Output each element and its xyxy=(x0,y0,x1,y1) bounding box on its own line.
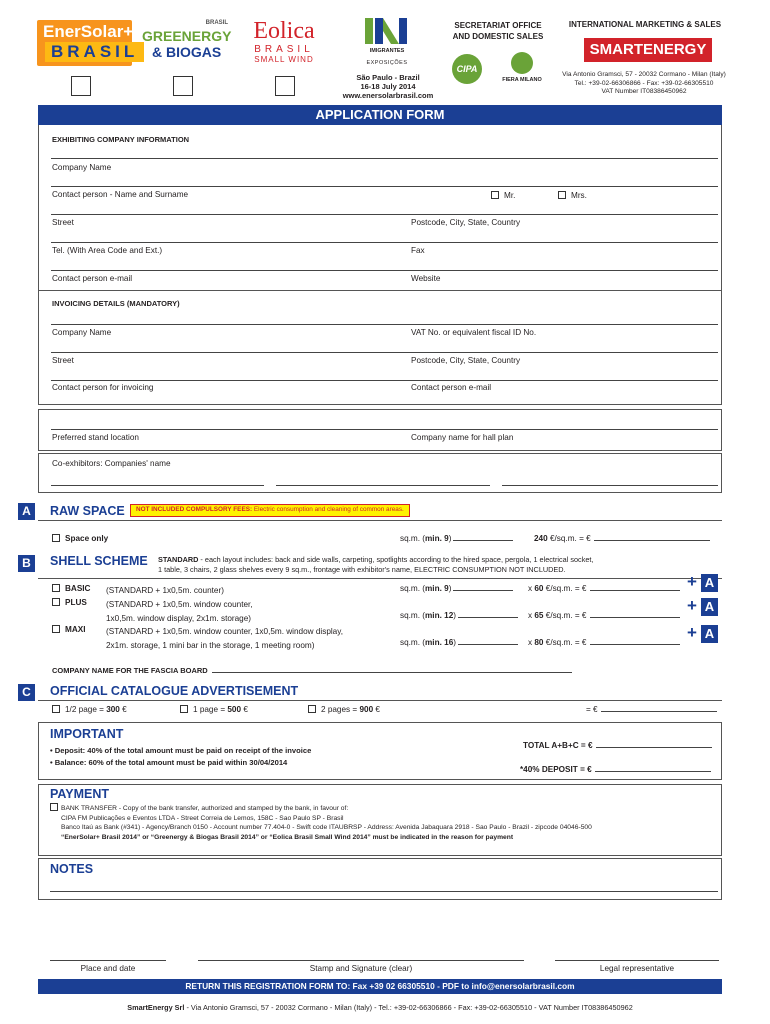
fees-notice-bold: NOT INCLUDED COMPULSORY FEES: xyxy=(136,506,253,513)
two-pages-currency: € xyxy=(373,705,380,714)
total-abc xyxy=(523,741,712,750)
enersolar-logo-line1: EnerSolar+ xyxy=(43,22,134,41)
hall-plan-label: Company name for hall plan xyxy=(411,433,514,442)
shell-sqm-min: min. 12 xyxy=(425,611,454,620)
exhibiting-company-name-field[interactable] xyxy=(51,158,718,159)
shell-option-price xyxy=(528,584,680,593)
raw-sqm-suffix: ) xyxy=(448,534,452,543)
shell-sqm-prefix: sq.m. ( xyxy=(400,611,426,620)
footer-company-text: - Via Antonio Gramsci, 57 - 20032 Cormano - Milan (Italy) - Tel.: +39-02-66306866 - Fax: +39-02-66305510 - VAT Number IT08386450962 xyxy=(184,1003,633,1012)
exhibiting-company-name-label: Company Name xyxy=(52,163,112,172)
intl-vat: VAT Number IT08386450962 xyxy=(601,88,687,95)
invoicing-company-field[interactable] xyxy=(51,324,718,325)
imigrantes-logo-line1: IMIGRANTES xyxy=(369,48,405,54)
shell-title: SHELL SCHEME xyxy=(50,554,148,568)
payment-line2: CIPA FM Publicações e Eventos LTDA - Street Correia de Lemos, 158C - Sao Paulo SP - Brasil xyxy=(61,814,344,822)
preferred-stand-field[interactable] xyxy=(51,429,718,430)
mr-option[interactable] xyxy=(491,191,515,200)
website-label: Website xyxy=(411,274,441,283)
shell-sqm-min: min. 9 xyxy=(425,584,449,593)
catalogue-title: OFFICIAL CATALOGUE ADVERTISEMENT xyxy=(50,684,299,698)
stamp-signature-line[interactable] xyxy=(198,960,524,961)
eolica-logo-line1: Eolica xyxy=(253,18,315,44)
shell-price-unit: €/sq.m. = € xyxy=(543,584,587,593)
shell-price-unit: €/sq.m. = € xyxy=(543,611,587,620)
shell-price-prefix: x xyxy=(528,611,535,620)
shell-sqm-min: min. 16 xyxy=(425,638,454,647)
important-title: IMPORTANT xyxy=(50,727,124,741)
shell-standard-text: - each layout includes: back and side walls, carpeting, spotlights according to the hired space, pergola, 1 electrical socket, xyxy=(198,555,594,564)
shell-option-price xyxy=(528,638,680,647)
invoicing-contact-field[interactable] xyxy=(51,380,718,381)
catalogue-equals: = € xyxy=(586,705,598,714)
greenergy-logo-line1: GREENERGY xyxy=(142,28,232,44)
shell-price-prefix: x xyxy=(528,584,535,593)
shell-price-value: 80 xyxy=(534,638,544,647)
mr-checkbox[interactable] xyxy=(491,191,499,199)
deposit-total xyxy=(520,765,711,774)
shell-option-desc xyxy=(106,584,224,598)
two-pages-price: 900 xyxy=(359,705,374,714)
greenergy-select-checkbox[interactable] xyxy=(173,76,193,96)
invoicing-street-field[interactable] xyxy=(51,352,718,353)
raw-total-input[interactable] xyxy=(594,540,710,541)
bank-transfer-checkbox[interactable] xyxy=(50,803,58,811)
fascia-label: COMPANY NAME FOR THE FASCIA BOARD xyxy=(52,666,208,675)
catalogue-total xyxy=(586,705,717,714)
exhibiting-postcode-label: Postcode, City, State, Country xyxy=(411,218,521,227)
shell-sqm-input[interactable] xyxy=(453,590,513,591)
notes-field[interactable] xyxy=(50,891,718,892)
shell-option-desc1: (STANDARD + 1x0,5m. counter) xyxy=(106,586,224,595)
exhibiting-section xyxy=(38,125,722,405)
contact-person-label: Contact person - Name and Surname xyxy=(52,190,189,199)
payment-line1: BANK TRANSFER - Copy of the bank transfer, authorized and stamped by the bank, in favour of: xyxy=(61,805,349,812)
secretariat-line2: AND DOMESTIC SALES xyxy=(452,32,544,41)
shell-standard-desc xyxy=(158,555,718,575)
place-date-line[interactable] xyxy=(50,960,166,961)
shell-option-desc2: 1x0,5m. window display, 2x1m. storage) xyxy=(106,613,252,623)
enersolar-logo-line2: BRASIL xyxy=(45,42,144,62)
return-banner-text: RETURN THIS REGISTRATION FORM TO: Fax +39 02 66305510 - PDF to info@enersolarbrasil.com xyxy=(185,981,575,991)
tel-field[interactable] xyxy=(51,242,718,243)
plus-a-letter: A xyxy=(701,574,718,592)
shell-sqm-input[interactable] xyxy=(458,617,518,618)
half-page-price: 300 xyxy=(106,705,120,714)
notes-title: NOTES xyxy=(50,862,94,876)
two-pages-option[interactable] xyxy=(308,705,380,714)
shell-option-sqm xyxy=(400,611,518,620)
shell-sqm-suffix: ) xyxy=(453,638,456,647)
tel-label: Tel. (With Area Code and Ext.) xyxy=(52,246,163,255)
invoicing-postcode-label: Postcode, City, State, Country xyxy=(411,356,521,365)
shell-option-desc xyxy=(106,598,253,625)
shell-option-sqm xyxy=(400,584,513,593)
greenergy-logo-tag: BRASIL xyxy=(205,20,228,26)
event-dates: 16-18 July 2014 xyxy=(360,82,416,91)
mrs-option[interactable] xyxy=(558,191,587,200)
exhibiting-street-field[interactable] xyxy=(51,214,718,215)
one-page-label: 1 page = xyxy=(193,705,228,714)
shell-sqm-prefix: sq.m. ( xyxy=(400,638,426,647)
shell-standard-bold: STANDARD xyxy=(158,555,199,564)
payment-line3: Banco Itaú as Bank (#341) - Agency/Branch 0150 - Account number 77.404-0 - Swift code ITAUBRSP - Address: Avenida Jabaquara 2918 - Sao Paulo - Brazil - zipcode 04046-500 xyxy=(61,824,592,832)
preferred-stand-label: Preferred stand location xyxy=(52,433,139,442)
event-city: São Paulo - Brazil xyxy=(356,73,420,82)
enersolar-logo xyxy=(37,20,139,66)
eolica-logo xyxy=(240,18,328,68)
space-only-label: Space only xyxy=(65,534,109,543)
secretariat-info xyxy=(438,20,558,42)
shell-option-desc1: (STANDARD + 1x0,5m. window counter, 1x0,5m. window display, xyxy=(106,627,343,636)
application-form-title xyxy=(38,105,722,125)
stamp-signature-label: Stamp and Signature (clear) xyxy=(309,964,413,973)
shell-sqm-input[interactable] xyxy=(458,644,518,645)
mrs-label: Mrs. xyxy=(571,191,587,200)
payment-title: PAYMENT xyxy=(50,787,110,801)
invoicing-street-label: Street xyxy=(52,356,74,365)
one-page-checkbox[interactable] xyxy=(180,705,188,713)
payment-line4: “EnerSolar+ Brasil 2014” or “Greenergy & Biogas Brasil 2014” or “Eolica Brasil Small Wind 2014” must be indicated in the reason for payment xyxy=(61,833,514,841)
shell-option-checkbox[interactable] xyxy=(52,598,60,606)
smartenergy-logo xyxy=(584,38,712,62)
shell-option-select[interactable] xyxy=(52,584,90,593)
raw-sqm-min: min. 9 xyxy=(425,534,449,543)
two-pages-label: 2 pages = xyxy=(321,705,360,714)
raw-sqm-prefix: sq.m. ( xyxy=(400,534,426,543)
fiera-milano-mark-icon xyxy=(511,52,533,74)
plus-sign: + xyxy=(687,623,697,642)
raw-space-letter: A xyxy=(18,503,35,520)
half-page-currency: € xyxy=(119,705,127,714)
shell-option-name: PLUS xyxy=(65,598,87,607)
total-abc-input[interactable] xyxy=(596,747,712,748)
stand-section xyxy=(38,409,722,451)
fascia-input[interactable] xyxy=(212,672,572,673)
cipa-logo xyxy=(452,54,482,84)
one-page-price: 500 xyxy=(227,705,242,714)
plus-sign: + xyxy=(687,572,697,591)
footer-company xyxy=(38,1003,722,1012)
place-date-label: Place and date xyxy=(80,964,136,973)
catalogue-letter: C xyxy=(18,684,35,701)
intl-title: INTERNATIONAL MARKETING & SALES xyxy=(568,20,722,29)
eolica-logo-line3: SMALL WIND xyxy=(254,55,314,64)
shell-total-input[interactable] xyxy=(590,590,680,591)
invoicing-contact-label: Contact person for invoicing xyxy=(52,383,154,392)
shell-option-name: BASIC xyxy=(65,584,91,593)
balance-note: • Balance: 60% of the total amount must be paid within 30/04/2014 xyxy=(50,758,288,767)
eolica-logo-line2: BRASIL xyxy=(254,44,314,55)
invoicing-title: INVOICING DETAILS (MANDATORY) xyxy=(52,299,180,308)
shell-option-desc2: 2x1m. storage, 1 mini bar in the storage, 1 meeting room) xyxy=(106,640,315,650)
mr-label: Mr. xyxy=(504,191,516,200)
shell-option-desc xyxy=(106,625,343,652)
exhibiting-street-label: Street xyxy=(52,218,74,227)
plus-sign: + xyxy=(687,596,697,615)
shell-option-sqm xyxy=(400,638,518,647)
exhibiting-email-field[interactable] xyxy=(51,270,718,271)
shell-price-value: 65 xyxy=(534,611,544,620)
enersolar-select-checkbox[interactable] xyxy=(71,76,91,96)
half-page-label: 1/2 page = xyxy=(65,705,107,714)
coexhibitors-label: Co-exhibitors: Companies' name xyxy=(52,459,171,468)
catalogue-total-input[interactable] xyxy=(601,711,717,712)
intl-address-block xyxy=(548,71,740,97)
raw-space-divider xyxy=(38,520,722,521)
raw-price-value: 240 xyxy=(534,534,548,543)
coexhibitor-field-1[interactable] xyxy=(51,485,264,486)
coexhibitor-field-3[interactable] xyxy=(502,485,718,486)
legal-rep-label: Legal representative xyxy=(599,964,675,973)
event-info xyxy=(328,73,448,100)
raw-space-price xyxy=(534,534,710,543)
shell-sqm-suffix: ) xyxy=(448,584,452,593)
coexhibitors-section xyxy=(38,453,722,493)
catalogue-divider xyxy=(38,700,722,701)
fiera-milano-text: FIERA MILANO xyxy=(502,77,542,83)
shell-sqm-suffix: ) xyxy=(453,611,456,620)
shell-price-value: 60 xyxy=(534,584,544,593)
half-page-option[interactable] xyxy=(52,705,127,714)
shell-divider xyxy=(38,578,722,579)
shell-total-input[interactable] xyxy=(590,617,680,618)
invoicing-email-label: Contact person e-mail xyxy=(411,383,492,392)
shell-total-input[interactable] xyxy=(590,644,680,645)
fax-label: Fax xyxy=(411,246,425,255)
application-form-title-text: APPLICATION FORM xyxy=(315,107,445,122)
fascia-board xyxy=(52,666,572,675)
shell-sqm-prefix: sq.m. ( xyxy=(400,584,426,593)
plus-a-letter: A xyxy=(701,625,718,643)
shell-option-checkbox[interactable] xyxy=(52,625,60,633)
total-abc-label: TOTAL A+B+C = € xyxy=(523,741,593,750)
imigrantes-logo-line2: EXPOSIÇÕES xyxy=(366,60,408,66)
shell-option-desc1: (STANDARD + 1x0,5m. window counter, xyxy=(106,600,253,609)
shell-price-prefix: x xyxy=(528,638,535,647)
event-website: www.enersolarbrasil.com xyxy=(342,91,434,100)
payment-details xyxy=(50,803,720,842)
return-banner xyxy=(38,979,722,994)
shell-option-name: MAXI xyxy=(65,625,86,634)
two-pages-checkbox[interactable] xyxy=(308,705,316,713)
plus-a-letter: A xyxy=(701,598,718,616)
shell-option-price xyxy=(528,611,680,620)
shell-standard-text2: 1 table, 3 chairs, 2 glass shelves every 9 sq.m., frontage with exhibitor's name, ELECTRIC CONSUMPTION NOT INCLUDED. xyxy=(158,565,566,574)
eolica-select-checkbox[interactable] xyxy=(275,76,295,96)
shell-letter: B xyxy=(18,555,35,572)
fiera-milano-logo xyxy=(498,52,546,86)
deposit-note: • Deposit: 40% of the total amount must be paid on receipt of the invoice xyxy=(50,746,312,755)
imigrantes-mark-icon xyxy=(365,18,409,44)
exhibiting-title: EXHIBITING COMPANY INFORMATION xyxy=(52,135,190,144)
shell-option-checkbox[interactable] xyxy=(52,584,60,592)
section-divider xyxy=(39,290,721,291)
one-page-currency: € xyxy=(241,705,248,714)
fees-notice-text: Electric consumption and cleaning of common areas. xyxy=(252,506,404,513)
invoicing-company-label: Company Name xyxy=(52,328,112,337)
intl-address: Via Antonio Gramsci, 57 - 20032 Cormano - Milan (Italy) xyxy=(562,71,726,78)
mrs-checkbox[interactable] xyxy=(558,191,566,199)
contact-person-field[interactable] xyxy=(51,186,718,187)
shell-option-select[interactable] xyxy=(52,598,87,607)
fees-notice xyxy=(130,504,410,517)
raw-sqm-input[interactable] xyxy=(453,540,513,541)
footer-company-name: SmartEnergy Srl xyxy=(127,1003,185,1012)
greenergy-logo-line2: & BIOGAS xyxy=(152,44,222,60)
raw-space-title: RAW SPACE xyxy=(50,504,125,518)
greenergy-logo xyxy=(140,20,232,66)
smartenergy-logo-text: SMARTENERGY xyxy=(589,41,707,58)
deposit-total-input[interactable] xyxy=(595,771,711,772)
deposit-total-label: *40% DEPOSIT = € xyxy=(520,765,592,774)
space-only-option[interactable] xyxy=(52,534,108,543)
space-only-checkbox[interactable] xyxy=(52,534,60,542)
shell-option-select[interactable] xyxy=(52,625,85,634)
shell-price-unit: €/sq.m. = € xyxy=(543,638,587,647)
imigrantes-logo xyxy=(362,18,412,70)
vat-label: VAT No. or equivalent fiscal ID No. xyxy=(411,328,537,337)
raw-price-unit: €/sq.m. = € xyxy=(547,534,591,543)
half-page-checkbox[interactable] xyxy=(52,705,60,713)
coexhibitor-field-2[interactable] xyxy=(276,485,490,486)
one-page-option[interactable] xyxy=(180,705,248,714)
legal-rep-line[interactable] xyxy=(555,960,719,961)
notes-box xyxy=(38,858,722,900)
exhibiting-email-label: Contact person e-mail xyxy=(52,274,133,283)
cipa-logo-text: CIPA xyxy=(456,64,478,74)
secretariat-line1: SECRETARIAT OFFICE xyxy=(454,21,542,30)
intl-phone: Tel.: +39-02-66306866 - Fax: +39-02-66305510 xyxy=(574,79,714,87)
raw-space-sqm xyxy=(400,534,513,543)
